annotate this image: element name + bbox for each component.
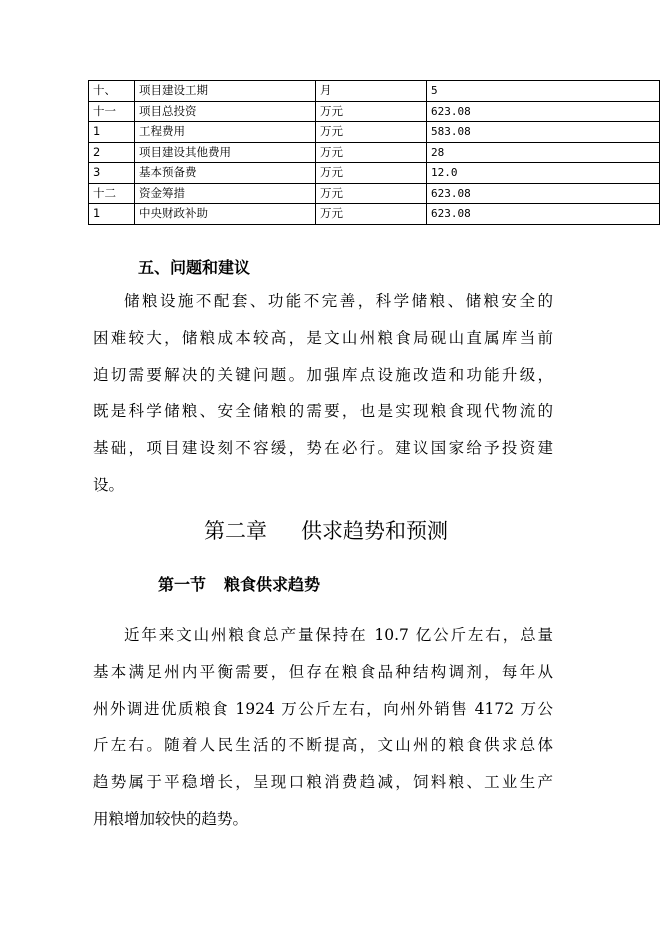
table-cell-item: 中央财政补助 — [135, 204, 316, 225]
section-heading: 五、问题和建议 — [138, 258, 251, 277]
table-cell-item: 项目总投资 — [135, 101, 316, 122]
table-row — [89, 163, 660, 184]
section-title: 粮食供求趋势 — [224, 575, 321, 594]
table-cell-value: 623.08 — [427, 204, 660, 225]
table-cell-index: 3 — [89, 163, 135, 184]
table-cell-index: 十二 — [89, 183, 135, 204]
table-cell-unit: 月 — [316, 81, 427, 102]
table-row — [89, 142, 660, 163]
table-cell-value: 5 — [427, 81, 660, 102]
table-cell-item: 项目建设其他费用 — [135, 142, 316, 163]
table-cell-index: 1 — [89, 122, 135, 143]
paragraph-supply-demand — [93, 617, 553, 838]
paragraph-line: 设。 — [93, 475, 125, 494]
table-row — [89, 204, 660, 225]
chapter-number: 第二章 — [204, 519, 267, 543]
paragraph-line: 趋势属于平稳增长，呈现口粮消费趋减，饲料粮、工业生产 — [93, 773, 553, 792]
table-cell-unit: 万元 — [316, 122, 427, 143]
investment-table — [88, 80, 660, 225]
table-cell-item: 工程费用 — [135, 122, 316, 143]
section-number: 第一节 — [158, 575, 207, 594]
paragraph-line: 基本满足州内平衡需要，但存在粮食品种结构调剂，每年从 — [93, 662, 553, 681]
paragraph-line: 储粮设施不配套、功能不完善，科学储粮、储粮安全的 — [124, 292, 553, 310]
table-cell-item: 基本预备费 — [135, 163, 316, 184]
table-row — [89, 81, 660, 102]
table-row — [89, 122, 660, 143]
table-row — [89, 101, 660, 122]
table-cell-index: 十一 — [89, 101, 135, 122]
paragraph-line: 斤左右。随着人民生活的不断提高，文山州的粮食供求总体 — [93, 736, 553, 755]
table-cell-value: 623.08 — [427, 183, 660, 204]
table-cell-item: 项目建设工期 — [135, 81, 316, 102]
section-heading-1 — [158, 572, 320, 595]
paragraph-line: 既是科学储粮、安全储粮的需要，也是实现粮食现代物流的 — [93, 402, 553, 421]
chapter-title: 供求趋势和预测 — [301, 519, 448, 543]
table-cell-unit: 万元 — [316, 142, 427, 163]
table-cell-value: 12.0 — [427, 163, 660, 184]
table-cell-unit: 万元 — [316, 183, 427, 204]
paragraph-line: 近年来文山州粮食总产量保持在 10.7 亿公斤左右，总量 — [124, 626, 553, 644]
paragraph-line: 用粮增加较快的趋势。 — [93, 809, 249, 828]
table-cell-unit: 万元 — [316, 204, 427, 225]
paragraph-line: 迫切需要解决的关键问题。加强库点设施改造和功能升级， — [93, 365, 553, 384]
table-cell-item: 资金筹措 — [135, 183, 316, 204]
chapter-heading — [204, 515, 448, 545]
table-cell-unit: 万元 — [316, 101, 427, 122]
table-cell-index: 十、 — [89, 81, 135, 102]
paragraph-line: 困难较大，储粮成本较高，是文山州粮食局砚山直属库当前 — [93, 328, 553, 347]
table-cell-value: 28 — [427, 142, 660, 163]
paragraph-issues — [93, 283, 553, 504]
table-cell-value: 623.08 — [427, 101, 660, 122]
table-cell-unit: 万元 — [316, 163, 427, 184]
paragraph-line: 基础，项目建设刻不容缓，势在必行。建议国家给予投资建 — [93, 439, 553, 458]
table-cell-index: 1 — [89, 204, 135, 225]
table-row — [89, 183, 660, 204]
table-cell-value: 583.08 — [427, 122, 660, 143]
paragraph-line: 州外调进优质粮食 1924 万公斤左右，向州外销售 4172 万公 — [93, 699, 553, 718]
table-cell-index: 2 — [89, 142, 135, 163]
